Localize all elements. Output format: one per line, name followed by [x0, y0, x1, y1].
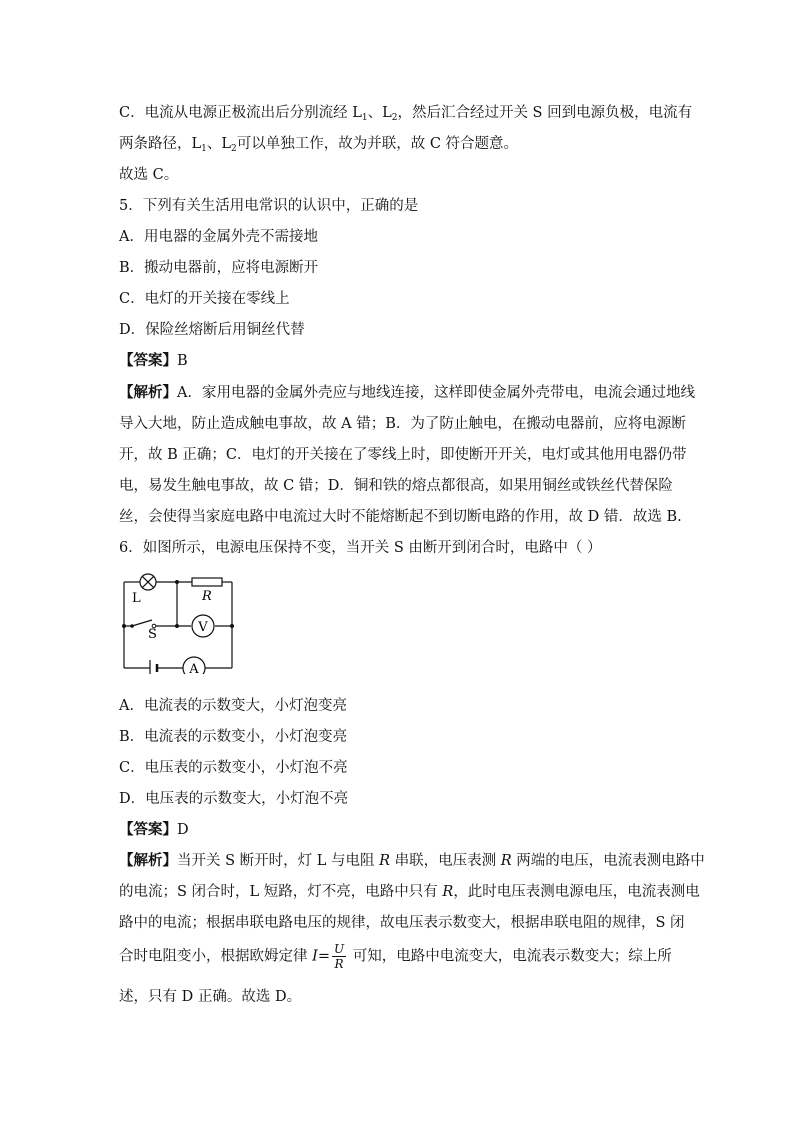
ammeter-label: A: [189, 662, 199, 674]
q5-explanation-line3: 开，故 B 正确；C．电灯的开关接在了零线上时，即使断开开关，电灯或其他用电器仍带: [119, 447, 687, 463]
q6-explanation-line5: 述，只有 D 正确。故选 D。: [119, 989, 302, 1005]
answer-label: 【答案】: [119, 821, 177, 838]
q6-option-b: B．电流表的示数变小，小灯泡变亮: [119, 729, 348, 745]
q5-option-c: C．电灯的开关接在零线上: [119, 291, 290, 307]
answer-value: B: [177, 353, 188, 369]
q6-option-c: C．电压表的示数变小，小灯泡不亮: [119, 760, 348, 776]
lamp-label: L: [132, 591, 141, 606]
q5-explanation-line4: 电，易发生触电事故，故 C 错；D．铜和铁的熔点都很高，如果用铜丝或铁丝代替保险: [119, 478, 673, 494]
q6-option-d: D．电压表的示数变大，小灯泡不亮: [119, 791, 349, 807]
q5-explanation-line5: 丝，会使得当家庭电路中电流过大时不能熔断起不到切断电路的作用，故 D 错．故选 B.: [119, 509, 682, 525]
q6-explanation-line4: 合时电阻变小，根据欧姆定律 I= $\frac{U}{R}$ 可知，电路中电流变大，电流表示数变大；综上所: [119, 942, 672, 971]
q6-explanation-line3: 路中的电流；根据串联电路电压的规律，故电压表示数变大，根据串联电阻的规律，S 闭: [119, 915, 685, 931]
question-5: 5．下列有关生活用电常识的认识中，正确的是: [119, 198, 419, 214]
formula-current: I: [312, 948, 318, 965]
q6-option-a: A．电流表的示数变大，小灯泡变亮: [119, 698, 347, 714]
q6-explanation-line2: 的电流；S 闭合时，L 短路，灯不亮，电路中只有 R，此时电压表测电源电压，电流表测电: [119, 884, 700, 900]
subscript: 1: [201, 144, 207, 154]
c-explanation-line2: 两条路径，$L_1$、$L_2$可以单独工作，故为并联，故 C 符合题意。: [119, 136, 519, 154]
circuit-diagram: [118, 570, 238, 674]
subscript: 2: [391, 113, 398, 123]
answer-label: 【答案】: [119, 352, 177, 369]
q5-explanation-line2: 导入大地，防止造成触电事故，故 A 错；B．为了防止触电，在搬动电器前，应将电源断: [119, 416, 686, 432]
resistor-label: R: [202, 589, 212, 604]
ammeter-symbol: [183, 657, 205, 674]
q6-explanation-line1: 【解析】当开关 S 断开时，灯 L 与电阻 R 串联，电压表测 R 两端的电压，电流表测电路中: [119, 852, 705, 869]
explanation-label: 【解析】: [119, 384, 177, 401]
choose-c-line: 故选 C。: [119, 167, 179, 183]
voltmeter-label: V: [198, 620, 208, 635]
q5-option-b: B．搬动电器前，应将电源断开: [119, 260, 319, 276]
resistor-symbol: [192, 578, 222, 586]
q5-option-a: A．用电器的金属外壳不需接地: [119, 229, 318, 245]
c-explanation-line1: C．电流从电源正极流出后分别流经 $L_1$、$L_2$，然后汇合经过开关 S 回到电源负极，电流有: [119, 105, 693, 123]
question-6: 6．如图所示，电源电压保持不变，当开关 S 由断开到闭合时，电路中（ ）: [119, 540, 602, 556]
voltmeter-symbol: [192, 615, 214, 637]
switch-label: S: [148, 627, 157, 642]
answer-value: D: [177, 822, 189, 838]
subscript: 1: [361, 113, 368, 123]
lamp-symbol: [140, 574, 156, 590]
ohm-law-fraction: $\frac{U}{R}$: [334, 942, 345, 971]
q6-answer: [119, 820, 189, 840]
subscript: 2: [231, 144, 237, 154]
q5-answer: [119, 351, 188, 371]
q5-option-d: D．保险丝熔断后用铜丝代替: [119, 322, 305, 338]
q5-explanation-line1: 【解析】A．家用电器的金属外壳应与地线连接，这样即使金属外壳带电，电流会通过地线: [119, 384, 695, 401]
explanation-label: 【解析】: [119, 852, 177, 869]
battery-symbol: [150, 660, 157, 674]
